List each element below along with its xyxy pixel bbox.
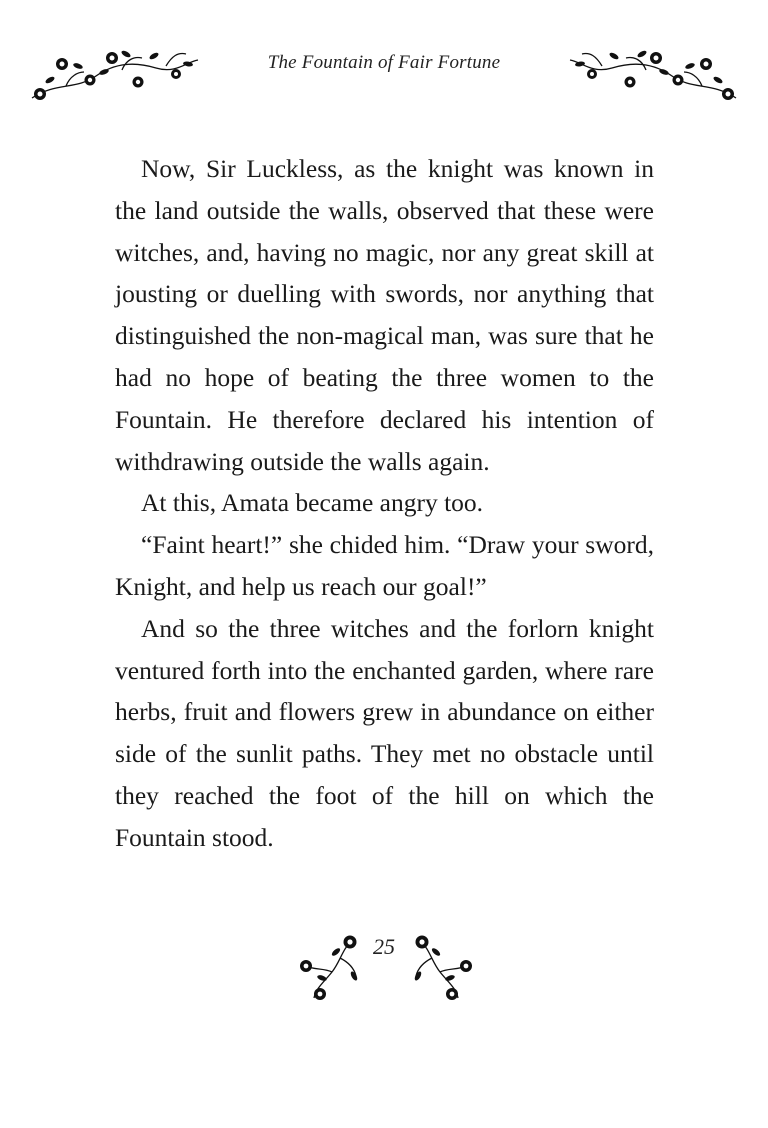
rose-sprig-ornament-icon [410,932,476,1004]
paragraph: “Faint heart!” she chided him. “Draw your sword, Knight, and help us reach our goal!” [115,530,654,601]
page-header [0,36,768,116]
paragraph: Now, Sir Luckless, as the knight was known in the land outside the walls, observed that these were witches, and, having no magic, nor any great skill at jousting or duelling with swords, nor anything that distinguished the non-magical man, was sure that he had no hope of beating the three women to the Fountain. He therefore declared his intention of withdrawing outside the walls again. [115,154,654,476]
rose-sprig-ornament-icon [296,932,362,1004]
paragraph: At this, Amata became angry too. [141,488,484,518]
body-text [115,148,654,859]
page-footer [0,932,768,1012]
page-number: 25 [373,934,395,959]
paragraph: And so the three witches and the forlorn knight ventured forth into the enchanted garden, where rare herbs, fruit and flowers grew in abundance on either side of the sunlit paths. They met no obstacle until they reached the foot of the hill on which the Fountain stood. [115,613,654,852]
rose-vine-ornament-icon [566,42,742,108]
rose-vine-ornament-icon [26,42,202,108]
running-title: The Fountain of Fair Fortune [267,52,501,73]
